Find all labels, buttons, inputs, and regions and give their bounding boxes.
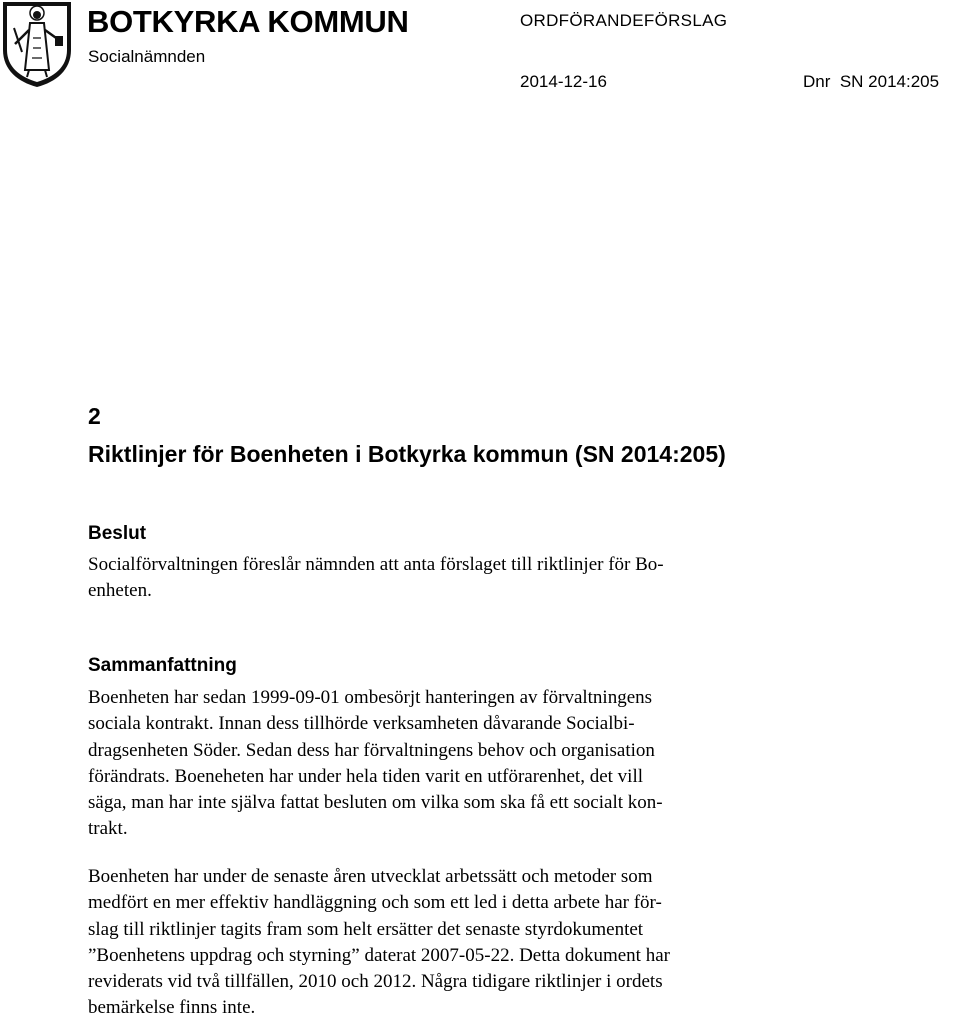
text-line: sociala kontrakt. Innan dess tillhörde verksamheten dåvarande Socialbi-	[88, 713, 635, 735]
text-line: reviderats vid två tillfällen, 2010 och 2012. Några tidigare riktlinjer i ordets	[88, 971, 663, 993]
text-line: Boenheten har sedan 1999-09-01 ombesörjt hanteringen av förvaltningens	[88, 687, 653, 708]
text-line: Socialförvaltningen föreslår nämnden att anta förslaget till riktlinjer för Bo-	[88, 554, 664, 575]
text-line: säga, man har inte själva fattat besluten om vilka som ska få ett socialt kon-	[88, 792, 663, 814]
text-line: dragsenheten Söder. Sedan dess har förvaltningens behov och organisation	[88, 739, 655, 761]
item-title: Riktlinjer för Boenheten i Botkyrka kommun (SN 2014:205)	[88, 441, 726, 467]
diary-number: Dnr SN 2014:205	[803, 72, 940, 91]
sammanfattning-heading: Sammanfattning	[88, 655, 237, 676]
department-name: Socialnämnden	[88, 47, 206, 66]
text-line: medfört en mer effektiv handläggning och som ett led i detta arbete har för-	[88, 892, 662, 914]
beslut-heading: Beslut	[88, 523, 147, 544]
text-line: Boenheten har under de senaste åren utvecklat arbetssätt och metoder som	[88, 866, 653, 887]
text-line: förändrats. Boeneheten har under hela tiden varit en utförarenhet, det vill	[88, 765, 643, 787]
document-type: ORDFÖRANDEFÖRSLAG	[520, 11, 728, 30]
document-date: 2014-12-16	[520, 72, 607, 91]
text-line: enheten.	[88, 580, 152, 602]
item-number: 2	[88, 403, 101, 429]
text-line: bemärkelse finns inte.	[88, 997, 256, 1019]
text-line: ”Boenhetens uppdrag och styrning” daterat 2007-05-22. Detta dokument har	[88, 944, 670, 966]
sammanfattning-paragraph-2	[88, 864, 670, 1022]
text-line: slag till riktlinjer tagits fram som helt ersätter det senaste styrdokumentet	[88, 918, 644, 940]
beslut-paragraph	[88, 552, 664, 605]
sammanfattning-paragraph-1	[88, 685, 663, 843]
municipal-coat-of-arms-icon	[0, 0, 74, 88]
text-line: trakt.	[88, 818, 128, 840]
organization-name: BOTKYRKA KOMMUN	[87, 4, 409, 39]
